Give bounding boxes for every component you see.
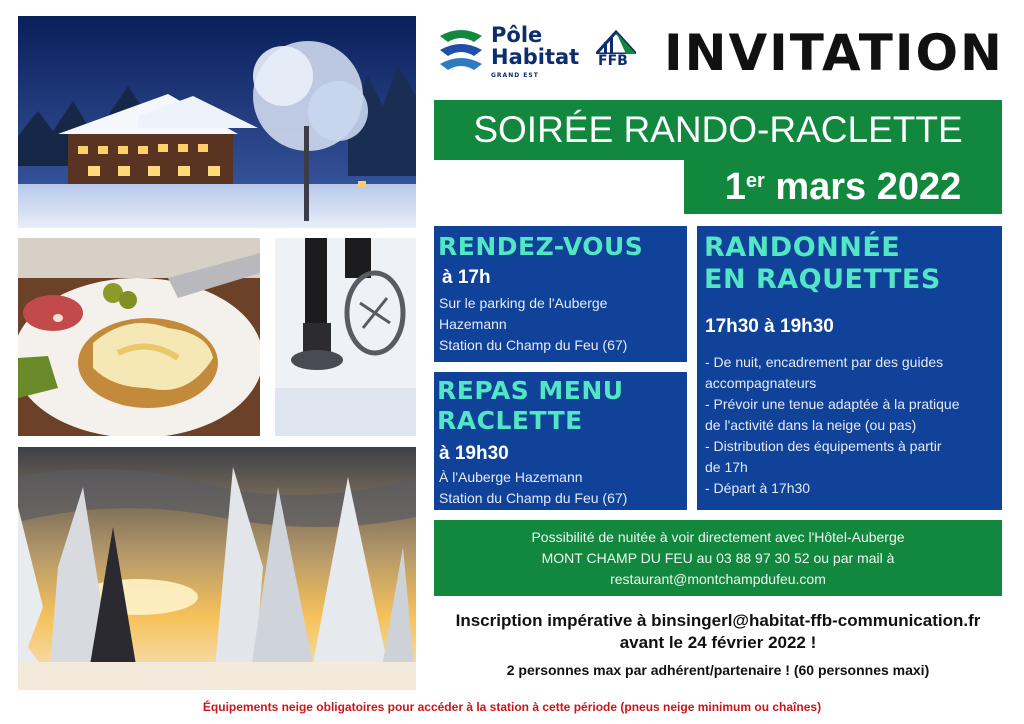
repas-title-line-1: REPAS MENU [437, 376, 624, 405]
rendezvous-line-2: Hazemann [439, 316, 507, 332]
pole-habitat-ffb-logo [436, 22, 646, 84]
chalet-night-photo [18, 16, 416, 228]
randonnee-line-4: de l'activité dans la neige (ou pas) [705, 417, 917, 433]
raclette-photo [18, 238, 260, 436]
repas-box [434, 372, 687, 510]
invitation-title: INVITATION [664, 24, 1004, 82]
rendezvous-box [434, 226, 687, 362]
randonnee-line-5: - Distribution des équipements à partir [705, 438, 942, 454]
randonnee-line-3: - Prévoir une tenue adaptée à la pratique [705, 396, 960, 412]
randonnee-line-2: accompagnateurs [705, 375, 817, 391]
repas-line-1: À l'Auberge Hazemann [439, 469, 583, 485]
randonnee-line-7: - Départ à 17h30 [705, 480, 811, 496]
event-title: SOIRÉE RANDO-RACLETTE [434, 100, 1002, 160]
logo-ffb-text: FFB [598, 53, 628, 69]
nuitee-line-3: restaurant@montchampdufeu.com [610, 571, 826, 587]
randonnee-title-line-1: RANDONNÉE [704, 232, 901, 263]
randonnee-line-6: de 17h [705, 459, 748, 475]
randonnee-title-line-2: EN RAQUETTES [704, 264, 941, 295]
logo-mark-icon [436, 26, 486, 72]
rendezvous-line-1: Sur le parking de l'Auberge [439, 295, 608, 311]
inscription-deadline: avant le 24 février 2022 ! [619, 633, 817, 652]
rendezvous-line-3: Station du Champ du Feu (67) [439, 337, 628, 353]
randonnee-time: 17h30 à 19h30 [705, 316, 834, 337]
randonnee-line-1: - De nuit, encadrement par des guides [705, 354, 944, 370]
rendezvous-time: à 17h [442, 267, 491, 288]
snowshoe-photo [275, 238, 416, 436]
repas-time: à 19h30 [439, 443, 509, 464]
inscription-line-1: Inscription impérative à binsingerl@habitat-ffb-communication.fr [455, 611, 981, 630]
logo-region-text: GRAND EST [491, 72, 539, 79]
logo-word-habitat: Habitat [491, 45, 580, 69]
nuitee-line-1: Possibilité de nuitée à voir directement avec l'Hôtel-Auberge [531, 529, 905, 545]
repas-line-2: Station du Champ du Feu (67) [439, 490, 628, 506]
nuitee-line-2: MONT CHAMP DU FEU au 03 88 97 30 52 ou par mail à [541, 550, 895, 566]
randonnee-box [697, 226, 1002, 510]
snow-equipment-warning: Équipements neige obligatoires pour accéder à la station à cette période (pneus neige minimum ou chaînes) [202, 700, 822, 714]
event-date [684, 160, 1002, 214]
repas-title-line-2: RACLETTE [437, 406, 583, 435]
nuitee-box [434, 520, 1002, 596]
participant-limit: 2 personnes max par adhérent/partenaire ! (60 personnes maxi) [506, 662, 930, 678]
rendezvous-title: RENDEZ-VOUS [438, 232, 644, 261]
date-rest: mars 2022 [764, 166, 962, 208]
date-suffix: er [745, 170, 765, 192]
logo-word-pole: Pôle [491, 23, 543, 47]
date-day: 1 [724, 166, 746, 208]
snowy-forest-sunset-photo [18, 447, 416, 690]
ffb-house-icon [596, 30, 636, 54]
